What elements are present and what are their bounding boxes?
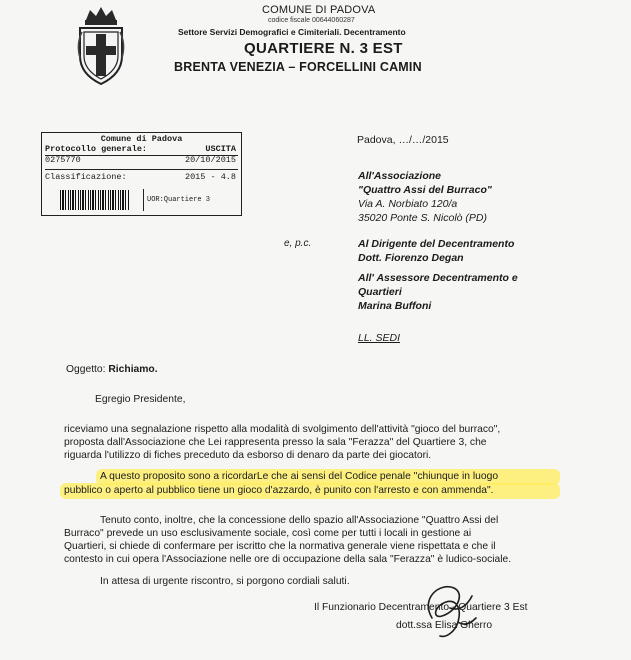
coat-of-arms-icon <box>72 4 130 88</box>
subject-line <box>66 364 158 375</box>
handwritten-signature-icon <box>410 578 480 642</box>
district-zones: BRENTA VENEZIA – FORCELLINI CAMIN <box>174 60 422 74</box>
recipient-assoc-city: 35020 Ponte S. Nicolò (PD) <box>358 212 487 224</box>
stamp-classification-value: 2015 - 4.8 <box>184 172 236 182</box>
recipient-assoc-label: All'Associazione <box>358 170 442 182</box>
paragraph-2-line-1: A questo proposito sono a ricordarLe che ai sensi del Codice penale "chiunque in luogo <box>100 471 499 482</box>
signature-role: Il Funzionario Decentramento - Quartiere 3 Est <box>314 602 528 613</box>
closing-line: In attesa di urgente riscontro, si porgono cordiali saluti. <box>100 576 350 587</box>
stamp-line-3 <box>45 155 238 166</box>
stamp-line-4 <box>45 169 238 183</box>
municipality-name: COMUNE DI PADOVA <box>262 4 376 16</box>
paragraph-3-line-4: contesto in cui opera l'Associazione nelle ore di occupazione della sala "Ferazza" è ludico-sociale. <box>64 554 512 565</box>
recipient-sedi: LL. SEDI <box>358 332 401 344</box>
paragraph-3-line-2: Burraco" prevede un uso esclusivamente sociale, così come per tutti i locali in gestione ai <box>64 528 472 539</box>
stamp-protocol-label: Protocollo generale: <box>45 144 148 154</box>
paragraph-1-line-1: riceviamo una segnalazione rispetto alla modalità di svolgimento dell'attività "gioco del burraco", <box>64 424 501 435</box>
stamp-direction: USCITA <box>205 144 236 154</box>
recipient-assessore-line-1: All' Assessore Decentramento e <box>358 272 518 284</box>
protocol-stamp <box>41 132 242 216</box>
stamp-protocol-number: 0275770 <box>45 155 81 165</box>
subject-value: Richiamo. <box>108 364 158 375</box>
paragraph-3-line-1: Tenuto conto, inoltre, che la concessione dello spazio all'Associazione "Quattro Assi del <box>100 515 499 526</box>
cc-label: e, p.c. <box>284 238 312 249</box>
paragraph-1-line-2: proposta dall'Associazione che Lei rappresenta presso la sala "Ferazza" del Quartiere 3, che <box>64 437 487 448</box>
stamp-uor: UOR:Quartiere 3 <box>143 189 239 211</box>
district-title: QUARTIERE N. 3 EST <box>244 40 403 57</box>
salutation: Egregio Presidente, <box>95 394 186 405</box>
recipient-assessore-line-2: Quartieri <box>358 286 402 298</box>
recipient-dirigente-line-1: Al Dirigente del Decentramento <box>358 238 515 250</box>
recipient-assoc-address: Via A. Norbiato 120/a <box>358 198 458 210</box>
paragraph-1-line-3: riguarda l'utilizzo di fiches preceduto da esborso di denaro da parte dei giocatori. <box>64 450 432 461</box>
paragraph-3-line-3: Quartieri, si chiede di confermare per iscritto che la normativa generale viene rispettata e che il <box>64 541 496 552</box>
department-name: Settore Servizi Demografici e Cimiteriali. Decentramento <box>178 27 406 37</box>
stamp-line-1: Comune di Padova <box>100 134 183 144</box>
tax-code: codice fiscale 00644060287 <box>268 17 355 24</box>
subject-label: Oggetto: <box>66 364 106 375</box>
signature-name: dott.ssa Elisa Gherro <box>396 620 493 631</box>
stamp-classification-label: Classificazione: <box>45 172 127 182</box>
paragraph-2-line-2: pubblico o aperto al pubblico tiene un gioco d'azzardo, è punito con l'arresto e con ammenda". <box>64 485 494 496</box>
recipient-assessore-line-3: Marina Buffoni <box>358 300 432 312</box>
stamp-protocol-date: 20/10/2015 <box>184 155 236 165</box>
barcode-icon <box>60 190 130 210</box>
recipient-assoc-name: "Quattro Assi del Burraco" <box>358 184 492 196</box>
letter-date: Padova, …/…/2015 <box>357 134 449 146</box>
recipient-dirigente-line-2: Dott. Fiorenzo Degan <box>358 252 464 264</box>
